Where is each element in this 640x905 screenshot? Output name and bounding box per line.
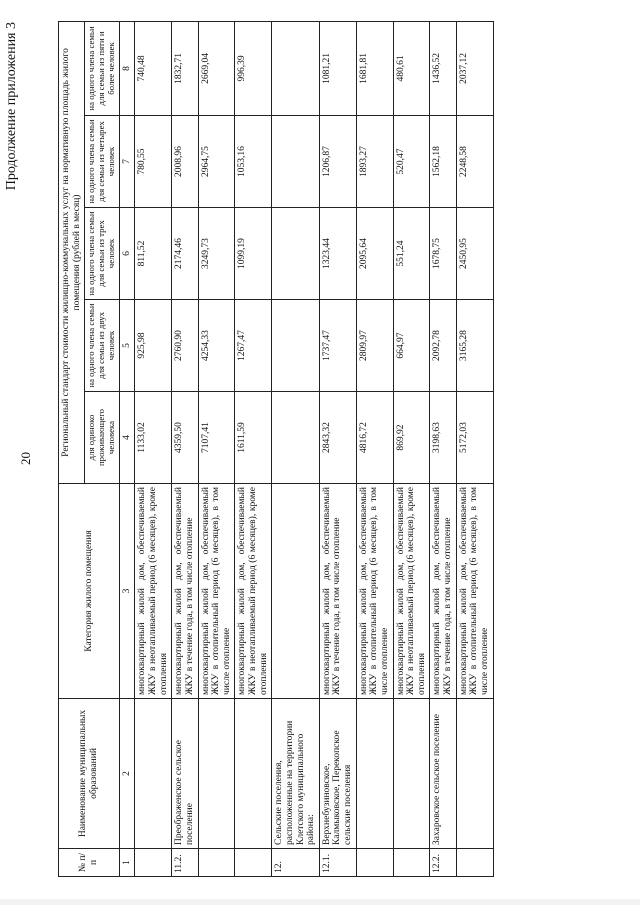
row-number [135,849,172,877]
col-index: 1 [119,849,135,877]
table-row [235,21,272,876]
table-row [198,21,235,876]
table-row [456,21,493,876]
value-family-4: 2248,58 [456,116,493,208]
header-single: для одиноко проживающего человека [85,392,120,484]
value-single: 4816,72 [356,392,393,484]
value-family-3: 2174,46 [172,208,198,300]
housing-category: многоквартирный жилой дом, обеспечиваемый ЖКУ в отопительный период (6 месяцев), в том числе отопление [356,484,393,699]
municipality-name: Верхнебузиновское, Калмыковское, Перекопское сельские поселения [319,699,356,849]
municipality-name [393,699,430,849]
value-family-4: 1206,87 [319,116,356,208]
header-family-3: на одного члена семьи для семьи из трех человек [85,208,120,300]
value-family-3: 1323,44 [319,208,356,300]
municipality-name [356,699,393,849]
value-single: 2843,32 [319,392,356,484]
row-number [456,849,493,877]
value-family-5: 2037,12 [456,21,493,115]
value-single: 869,92 [393,392,430,484]
value-family-5: 480,61 [393,21,430,115]
row-number [235,849,272,877]
header-family-5: на одного члена семьи для семьи из пяти и более человек [85,21,120,115]
value-family-2: 3165,28 [456,300,493,392]
housing-category: многоквартирный жилой дом, обеспечиваемый ЖКУ в отопительный период (6 месяцев), в том числе отопление [456,484,493,699]
value-family-5: 1436,52 [430,21,456,115]
value-family-5 [272,21,320,115]
value-family-3: 3249,73 [198,208,235,300]
value-single: 4359,50 [172,392,198,484]
table-row [272,21,320,876]
row-number: 12.1. [319,849,356,877]
header-row-main [59,21,85,876]
value-family-2: 925,98 [135,300,172,392]
table-row [135,21,172,876]
housing-category: многоквартирный жилой дом, обеспечиваемый ЖКУ в течение года, в том числе отопление [319,484,356,699]
header-no: № п/п [59,849,120,877]
row-number [198,849,235,877]
value-family-5: 1681,81 [356,21,393,115]
municipality-name [456,699,493,849]
value-family-5: 2669,04 [198,21,235,115]
housing-category: многоквартирный жилой дом, обеспечиваемый ЖКУ в отопительный период (6 месяцев), в том числе отопление [198,484,235,699]
value-family-4: 780,55 [135,116,172,208]
row-number [393,849,430,877]
value-family-2: 1267,47 [235,300,272,392]
municipality-name: Сельские поселения, расположенные на территории Клетского муниципального района: [272,699,320,849]
value-family-3: 2095,64 [356,208,393,300]
row-number [356,849,393,877]
value-family-2 [272,300,320,392]
col-index: 4 [119,392,135,484]
page-number: 20 [18,452,33,465]
value-family-4: 2008,96 [172,116,198,208]
scan-edge [0,899,640,905]
value-family-4: 1893,27 [356,116,393,208]
value-single: 1611,59 [235,392,272,484]
table-row [172,21,198,876]
value-family-4: 1053,16 [235,116,272,208]
tariff-table [58,21,494,877]
value-single: 5172,03 [456,392,493,484]
housing-category: многоквартирный жилой дом, обеспечиваемый ЖКУ в течение года, в том числе отопление [172,484,198,699]
row-number: 12.2. [430,849,456,877]
col-index: 2 [119,699,135,849]
col-index: 5 [119,300,135,392]
municipality-name: Захаровское сельское поселение [430,699,456,849]
value-family-3: 1678,75 [430,208,456,300]
municipality-name [198,699,235,849]
value-family-5: 740,48 [135,21,172,115]
col-index: 6 [119,208,135,300]
housing-category: многоквартирный жилой дом, обеспечиваемый ЖКУ в неотапливаемый период (6 месяцев), кроме отопления [135,484,172,699]
row-number: 11.2. [172,849,198,877]
value-family-2: 4254,33 [198,300,235,392]
header-name: Наименование муниципальных образований [59,699,120,849]
value-family-5: 1832,71 [172,21,198,115]
housing-category: многоквартирный жилой дом, обеспечиваемый ЖКУ в течение года, в том числе отопление [430,484,456,699]
value-family-5: 1081,21 [319,21,356,115]
value-family-4: 520,47 [393,116,430,208]
housing-category: многоквартирный жилой дом, обеспечиваемый ЖКУ в неотапливаемый период (6 месяцев), кроме отопления [235,484,272,699]
value-family-4: 2964,75 [198,116,235,208]
appendix-title: Продолжение приложения 3 [4,22,19,191]
value-family-3: 551,24 [393,208,430,300]
value-single: 1133,02 [135,392,172,484]
header-standard: Региональный стандарт стоимости жилищно-коммунальных услуг на нормативную площадь жилого помещения (рублей в месяц) [59,21,85,483]
column-index-row [119,21,135,876]
table-row [319,21,356,876]
header-category: Категория жилого помещения [59,484,120,699]
row-number: 12. [272,849,320,877]
value-family-2: 2092,78 [430,300,456,392]
table-row [393,21,430,876]
value-family-2: 664,97 [393,300,430,392]
value-family-4 [272,116,320,208]
value-family-3 [272,208,320,300]
value-family-2: 2760,90 [172,300,198,392]
table-row [430,21,456,876]
value-family-2: 1737,47 [319,300,356,392]
value-single: 3198,63 [430,392,456,484]
value-family-3: 811,52 [135,208,172,300]
municipality-name [235,699,272,849]
value-single [272,392,320,484]
header-family-4: на одного члена семьи для семьи из четырех человек [85,116,120,208]
header-family-2: на одного члена семьи для семьи из двух человек [85,300,120,392]
housing-category: многоквартирный жилой дом, обеспечиваемый ЖКУ в неотапливаемый период (6 месяцев), кроме отопления [393,484,430,699]
municipality-name: Преображенское сельское поселение [172,699,198,849]
housing-category [272,484,320,699]
value-family-4: 1562,18 [430,116,456,208]
value-family-3: 1099,19 [235,208,272,300]
col-index: 3 [119,484,135,699]
value-family-2: 2809,97 [356,300,393,392]
table-row [356,21,393,876]
value-family-5: 996,39 [235,21,272,115]
municipality-name [135,699,172,849]
value-family-3: 2450,95 [456,208,493,300]
value-single: 7107,41 [198,392,235,484]
col-index: 8 [119,21,135,115]
col-index: 7 [119,116,135,208]
